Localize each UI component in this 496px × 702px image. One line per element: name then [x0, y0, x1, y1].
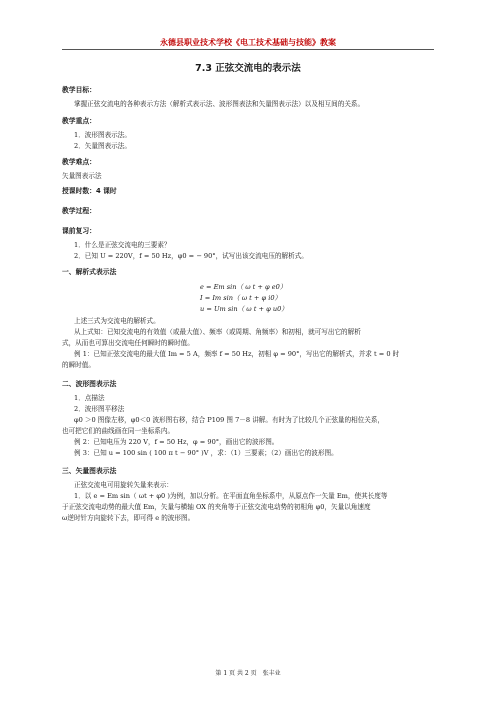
key-item-2: 2．矢量图表示法。: [74, 142, 131, 150]
paragraph-1: 上述三式为交流电的解析式。: [74, 317, 160, 325]
process-heading: 教学过程：: [62, 207, 96, 215]
page-footer: 第 1 页 共 2 页 张丰业: [215, 670, 281, 677]
example-2: 例 2：已知电压为 220 V，f = 50 Hz，φ = 90°，画出它的波形图。: [74, 438, 279, 446]
page-title: 7.3 正弦交流电的表示法: [195, 63, 301, 74]
paragraph-2-line-1: 从上式知：已知交流电的有效值（或最大值）、频率（或周期、角频率）和初相，就可写出它的解析: [74, 328, 361, 336]
wave-item-2: 2．波形图平移法: [74, 405, 125, 413]
hours: 授课时数：4 课时: [62, 187, 117, 195]
review-item-2: 2．已知 U = 220V，f = 50 Hz，φ0 = − 90°，试写出该交流电压的解析式。: [74, 252, 308, 260]
vector-text-line-2: 于正弦交流电动势的最大值 Em，矢量与横轴 OX 的夹角等于正弦交流电动势的初相角 φ0，矢量以角速度: [62, 503, 371, 511]
key-heading: 教学重点：: [62, 117, 96, 125]
example-1-line-1: 例 1：已知正弦交流电的最大值 Im = 5 A，频率 f = 50 Hz，初相 φ = 90°，写出它的解析式，并求 t = 0 时: [74, 350, 400, 358]
equation-i: I = Im sin（ ω t + φ i0）: [200, 294, 282, 302]
section-3-heading: 三、矢量图表示法: [62, 467, 117, 475]
vector-intro: 正弦交流电可用旋转矢量来表示：: [74, 481, 173, 489]
review-heading: 课前复习：: [62, 227, 96, 235]
goal-heading: 教学目标：: [62, 86, 96, 94]
difficulty-text: 矢量图表示法: [62, 172, 102, 180]
vector-text-line-1: 1．以 e = Em sin（ ωt + φ0 )为例，加以分析。在平面直角坐标系中，从原点作一矢量 Em，使其长度等: [74, 492, 388, 500]
key-item-1: 1．波形图表示法。: [74, 131, 131, 139]
equation-e: e = Em sin（ ω t + φ e0）: [200, 283, 287, 291]
section-1-heading: 一、解析式表示法: [62, 268, 117, 276]
wave-item-1: 1．点描法: [74, 394, 105, 402]
example-3: 例 3：已知 u = 100 sin ( 100 π t − 90° )V ，求：（1）三要素；（2）画出它的波形图。: [74, 449, 338, 457]
wave-text-line-2: 也可把它们的曲线画在同一坐标系内。: [62, 427, 175, 435]
section-2-heading: 二、波形图表示法: [62, 380, 117, 388]
review-item-1: 1．什么是正弦交流电的三要素？: [74, 241, 171, 249]
difficulty-heading: 教学难点：: [62, 158, 96, 166]
equation-u: u = Um sin（ ω t + φ u0）: [200, 305, 288, 313]
vector-text-line-3: ω逆时针方向旋转下去，即可得 e 的波形图。: [62, 514, 195, 522]
header-rule: [62, 49, 434, 50]
example-1-line-2: 的瞬时值。: [62, 361, 95, 369]
paragraph-2-line-2: 式，从而也可算出交流电任何瞬时的瞬时值。: [62, 339, 194, 347]
wave-text-line-1: φ0 ＞0 图像左移，φ0＜0 波形图右移，结合 P109 图 7－8 讲解。有时为了比较几个正弦量的相位关系，: [74, 416, 385, 424]
page-header: 永德县职业技术学校《电工技术基础与技能》教案: [160, 38, 336, 47]
goal-text: 掌握正弦交流电的各种表示方法（解析式表示法、波形图表法和矢量图表示法）以及相互间的关系。: [74, 100, 365, 108]
